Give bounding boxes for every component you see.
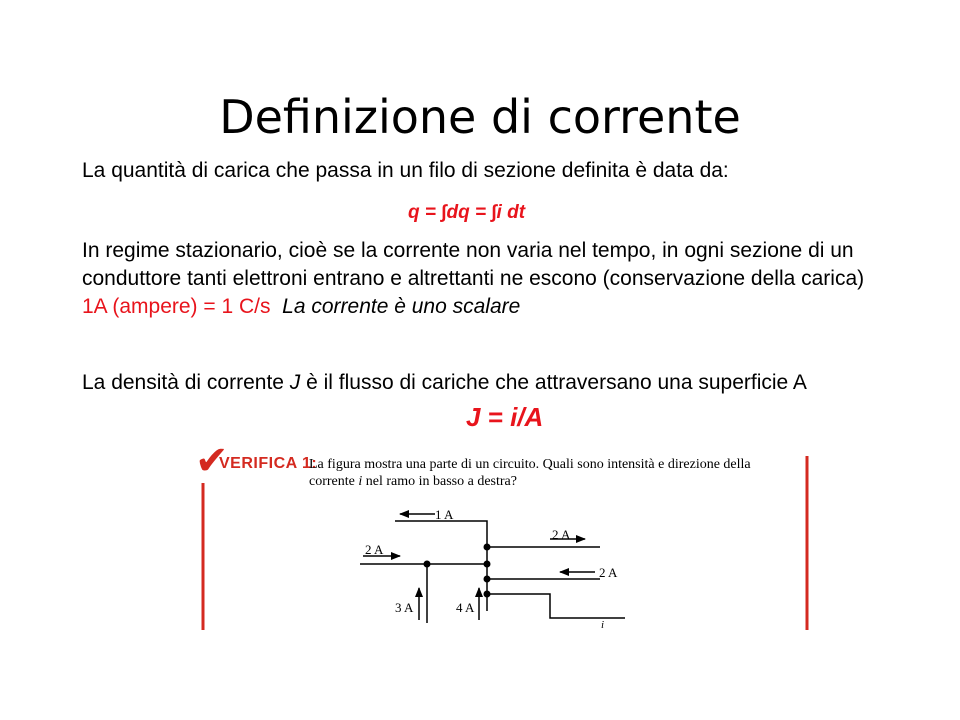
- page-title: Definizione di corrente: [219, 89, 741, 144]
- label-3a: 3 A: [395, 600, 414, 615]
- verifica-heading: VERIFICA 1:: [219, 455, 318, 472]
- junction-dot: [484, 561, 491, 568]
- verifica-question: [309, 456, 809, 490]
- label-2a-right: 2 A: [599, 565, 618, 580]
- junction-dot: [484, 591, 491, 598]
- current-density-formula: J = i/A: [466, 402, 544, 432]
- density-symbol: J: [289, 371, 301, 394]
- junction-dot: [424, 561, 431, 568]
- junction-dot: [484, 544, 491, 551]
- label-1a: 1 A: [435, 507, 454, 522]
- density-text-before: La densità di corrente: [82, 371, 290, 394]
- ampere-definition: 1A (ampere) = 1 C/s: [82, 295, 271, 318]
- question-part: corrente: [309, 474, 359, 489]
- junction-dot: [484, 576, 491, 583]
- question-symbol-i: i: [358, 474, 363, 489]
- wire-bottom-right: [487, 594, 625, 618]
- question-part: nel ramo in basso a destra?: [362, 474, 517, 489]
- wire-top-left: [395, 521, 487, 611]
- density-text-after: è il flusso di cariche che attraversano una superficie A: [300, 371, 807, 394]
- steady-state-text: In regime stazionario, cioè se la corrente non varia nel tempo, in ogni sezione di un conduttore tanti elettroni entrano e altrettanti ne escono (conservazione della carica): [82, 239, 865, 290]
- charge-definition-text: La quantità di carica che passa in un filo di sezione definita è data da:: [82, 159, 729, 182]
- label-2a-left: 2 A: [365, 542, 384, 557]
- checkmark-icon: ✔: [195, 438, 229, 484]
- scalar-note: La corrente è uno scalare: [282, 295, 521, 318]
- verifica-question-line1: La figura mostra una parte di un circuito. Quali sono intensità e direzione della: [309, 457, 751, 472]
- label-i: i: [601, 619, 605, 631]
- label-4a: 4 A: [456, 600, 475, 615]
- current-density-paragraph: [82, 369, 882, 397]
- label-2a-top: 2 A: [552, 527, 571, 542]
- steady-state-paragraph: [82, 237, 882, 321]
- charge-integral-formula: q = ∫dq = ∫i dt: [408, 202, 526, 223]
- verifica-figure: [195, 438, 815, 633]
- verifica-question-line2: [309, 473, 809, 490]
